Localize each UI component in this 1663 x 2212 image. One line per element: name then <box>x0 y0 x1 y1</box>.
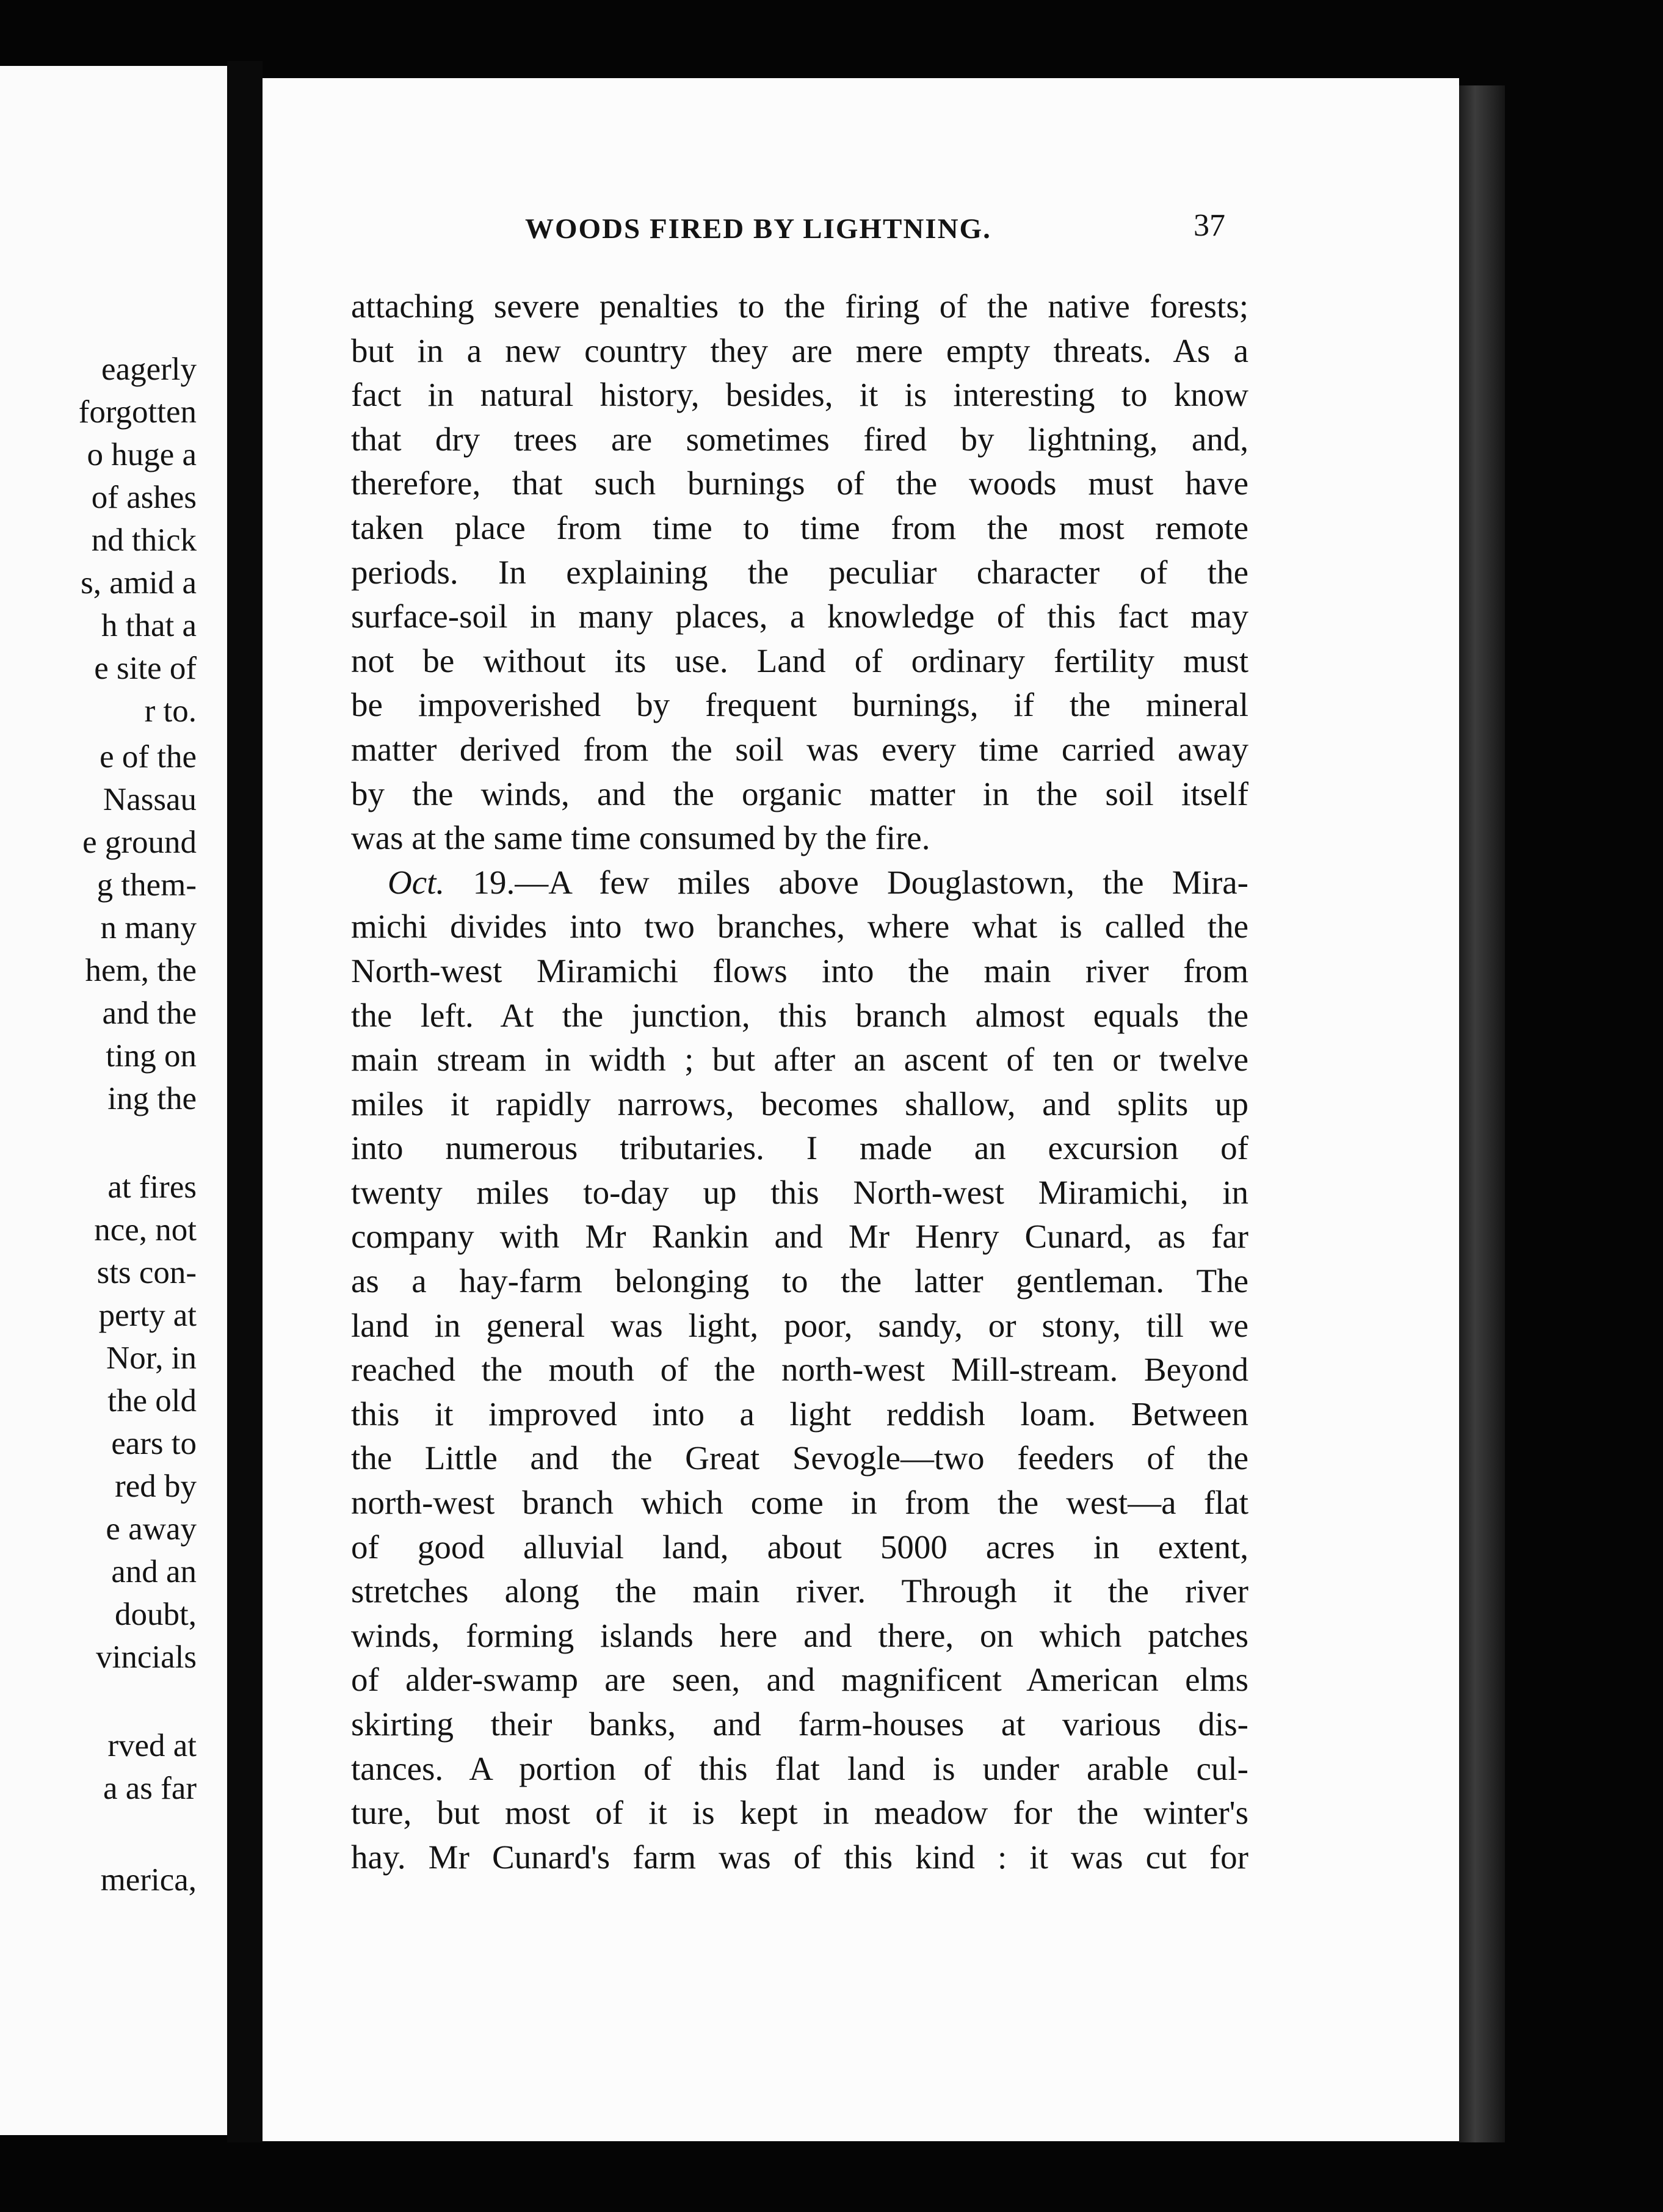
page-body <box>351 284 1248 1879</box>
facing-page <box>0 66 227 2135</box>
text-line: tances. A portion of this flat land is under arable cul- <box>351 1749 1248 1787</box>
facing-line: doubt, <box>115 1597 197 1632</box>
text-line: skirting their banks, and farm-houses at various dis- <box>351 1705 1248 1743</box>
facing-line: ting on <box>106 1038 197 1074</box>
facing-line: nce, not <box>94 1212 197 1248</box>
text-line: not be without its use. Land of ordinary fertility must <box>351 642 1248 679</box>
text-line: be impoverished by frequent burnings, if the mineral <box>351 686 1248 724</box>
text-line: this it improved into a light reddish loam. Between <box>351 1395 1248 1433</box>
facing-line: eagerly <box>101 352 197 387</box>
facing-line: nd thick <box>91 522 197 558</box>
facing-line: s, amid a <box>81 565 197 601</box>
text-line: North-west Miramichi flows into the main river from <box>351 952 1248 989</box>
text-line: reached the mouth of the north-west Mill-stream. Beyond <box>351 1351 1248 1389</box>
text-line: that dry trees are sometimes fired by lightning, and, <box>351 420 1248 458</box>
facing-line: n many <box>100 910 197 945</box>
facing-line: ears to <box>111 1426 197 1461</box>
facing-line: h that a <box>101 608 197 643</box>
text-line: the left. At the junction, this branch almost equals the <box>351 996 1248 1034</box>
text-line: periods. In explaining the peculiar character of the <box>351 553 1248 591</box>
text-line: taken place from time to time from the most remote <box>351 508 1248 546</box>
text-line: fact in natural history, besides, it is interesting to know <box>351 376 1248 414</box>
page-edge-shadow <box>1459 85 1505 2142</box>
facing-line: the old <box>107 1383 197 1419</box>
page-number: 37 <box>1194 208 1225 243</box>
text-line: but in a new country they are mere empty threats. As a <box>351 331 1248 369</box>
text-line: of alder-swamp are seen, and magnificent American elms <box>351 1661 1248 1699</box>
facing-line: e away <box>106 1511 197 1547</box>
text-line: matter derived from the soil was every time carried away <box>351 730 1248 768</box>
facing-line: sts con- <box>96 1255 197 1290</box>
text-line: hay. Mr Cunard's farm was of this kind : it was cut for <box>351 1838 1248 1876</box>
text-line: miles it rapidly narrows, becomes shallow, and splits up <box>351 1085 1248 1122</box>
facing-line: forgotten <box>78 394 197 430</box>
facing-line: perty at <box>98 1298 197 1333</box>
facing-line: merica, <box>100 1862 197 1898</box>
text-line: was at the same time consumed by the fire. <box>351 819 930 857</box>
date-prefix: Oct. <box>388 863 445 901</box>
text-line: of good alluvial land, about 5000 acres in extent, <box>351 1528 1248 1566</box>
text-line: surface-soil in many places, a knowledge of this fact may <box>351 598 1248 635</box>
facing-line: o huge a <box>87 437 197 472</box>
facing-line: hem, the <box>85 953 197 988</box>
facing-line: Nassau <box>103 782 197 817</box>
text-line: by the winds, and the organic matter in the soil itself <box>351 775 1248 812</box>
facing-line: e of the <box>100 739 197 775</box>
running-title: WOODS FIRED BY LIGHTNING. <box>525 213 991 245</box>
text-line: north-west branch which come in from the west—a flat <box>351 1484 1248 1522</box>
facing-line: e ground <box>82 825 197 860</box>
text-line: into numerous tributaries. I made an excursion of <box>351 1129 1248 1167</box>
facing-line: Nor, in <box>106 1340 197 1376</box>
facing-line: of ashes <box>91 480 197 515</box>
facing-line: vincials <box>96 1639 197 1675</box>
text-line-dated <box>351 861 1248 905</box>
facing-line: red by <box>115 1469 197 1504</box>
text-line: land in general was light, poor, sandy, or stony, till we <box>351 1306 1248 1344</box>
facing-line: ing the <box>107 1081 197 1116</box>
text-line: attaching severe penalties to the firing of the native forests; <box>351 287 1248 325</box>
facing-line: r to. <box>144 693 197 729</box>
text-line: ture, but most of it is kept in meadow for the winter's <box>351 1794 1248 1832</box>
text-line: michi divides into two branches, where what is called the <box>351 908 1248 945</box>
date-line-text: 19.—A few miles above Douglastown, the Mira- <box>473 863 1248 901</box>
facing-line: e site of <box>94 651 197 686</box>
text-line: therefore, that such burnings of the woods must have <box>351 464 1248 502</box>
facing-line: and the <box>102 996 197 1031</box>
facing-line: g them- <box>96 867 197 903</box>
text-line: twenty miles to-day up this North-west Miramichi, in <box>351 1173 1248 1211</box>
facing-line: and an <box>111 1554 197 1589</box>
text-line: stretches along the main river. Through it the river <box>351 1572 1248 1610</box>
text-line: as a hay-farm belonging to the latter gentleman. The <box>351 1262 1248 1300</box>
text-line: company with Mr Rankin and Mr Henry Cunard, as far <box>351 1218 1248 1256</box>
text-line: main stream in width ; but after an ascent of ten or twelve <box>351 1041 1248 1079</box>
facing-line: rved at <box>107 1728 197 1763</box>
text-line: winds, forming islands here and there, on which patches <box>351 1616 1248 1654</box>
facing-line: at fires <box>107 1169 197 1205</box>
text-line: the Little and the Great Sevogle—two feeders of the <box>351 1439 1248 1477</box>
facing-line: a as far <box>103 1771 197 1806</box>
book-gutter <box>227 61 263 2142</box>
